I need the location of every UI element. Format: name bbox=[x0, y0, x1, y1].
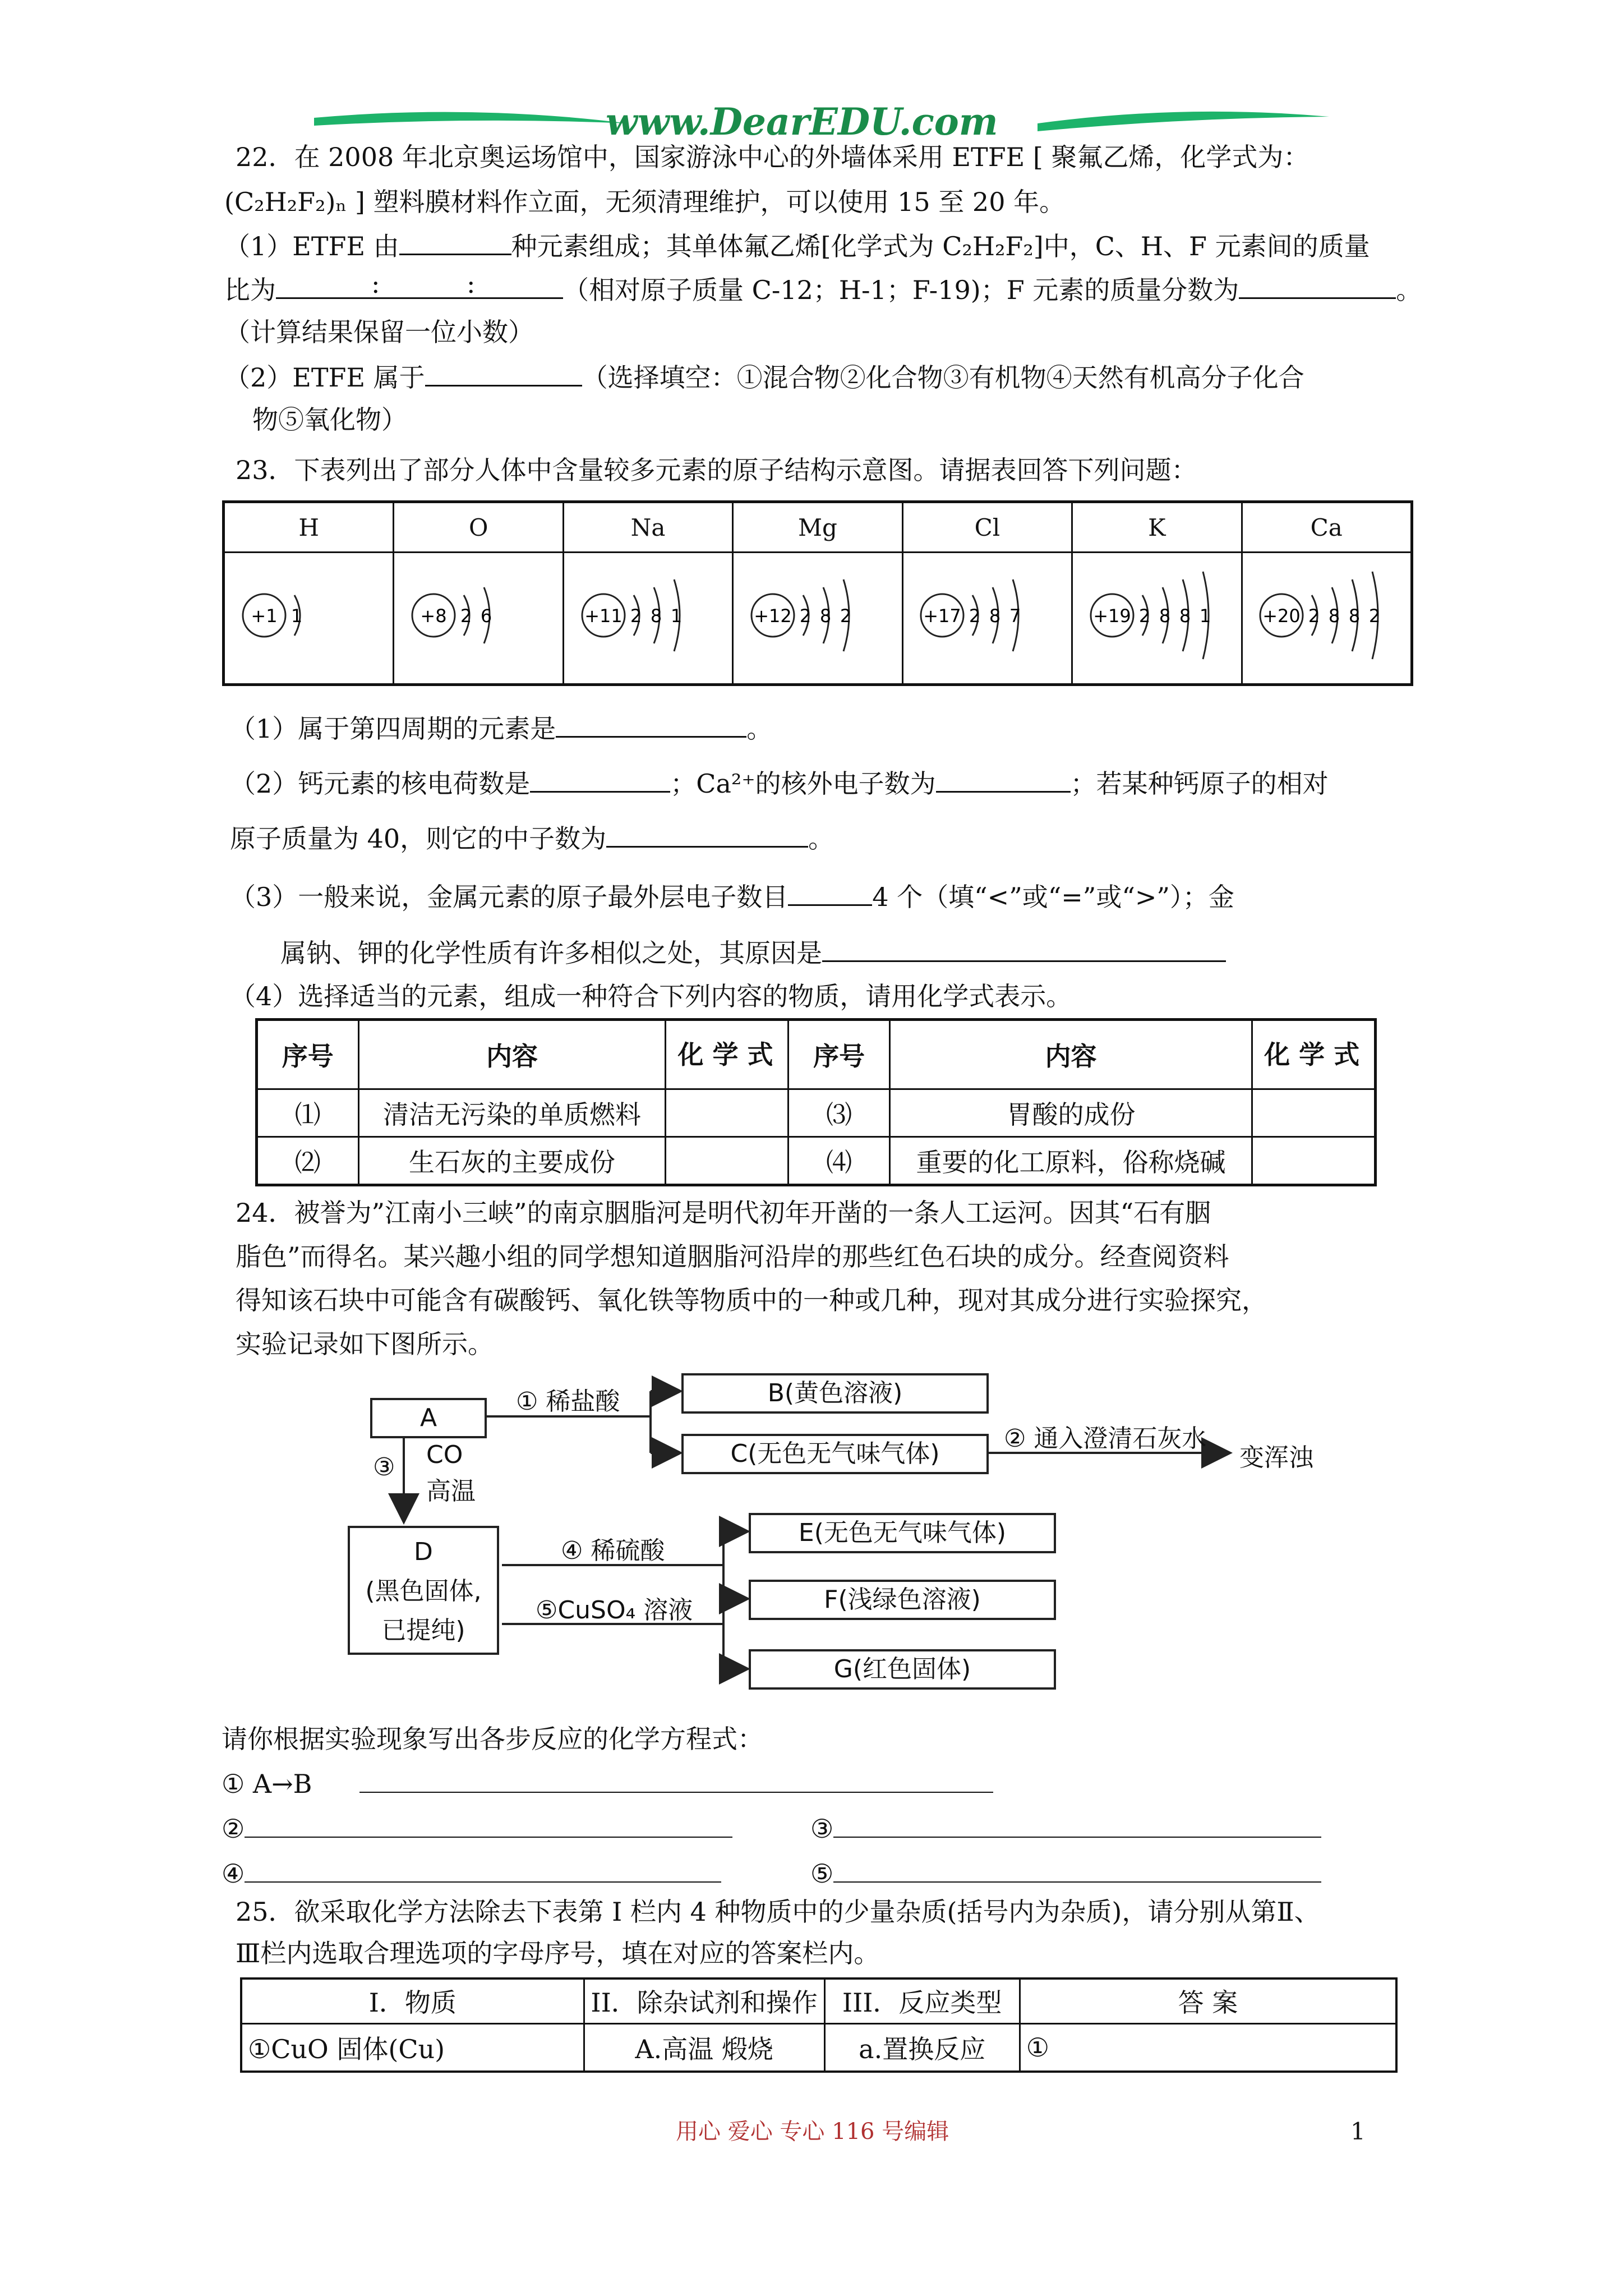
diagram-mg bbox=[733, 553, 902, 685]
table-row: ⑴ 清洁无污染的单质燃料 ⑶ 胃酸的成份 bbox=[257, 1089, 1376, 1137]
electron-count: 8 bbox=[819, 605, 832, 627]
q22-blank-fluorine-fraction[interactable] bbox=[1239, 273, 1396, 299]
atom-diagram-ca bbox=[1248, 554, 1405, 677]
q24-line-4: 实验记录如下图所示。 bbox=[236, 1329, 494, 1359]
eq3-blank[interactable] bbox=[833, 1812, 1321, 1838]
q23-s3-line2: 属钠、钾的化学性质有许多相似之处，其原因是 bbox=[280, 936, 1226, 970]
flow-step-3: ③ bbox=[373, 1453, 395, 1481]
electron-count: 8 bbox=[1179, 605, 1191, 627]
eq5-blank[interactable] bbox=[833, 1857, 1321, 1883]
atom-diagram-na bbox=[570, 554, 727, 677]
atom-diagram-h bbox=[230, 554, 388, 677]
q22-line-4: 比为 : : （相对原子质量 C-12；H-1；F-19)；F 元素的质量分数为 。 bbox=[224, 269, 1422, 305]
atom-diagram-o bbox=[400, 554, 557, 677]
symbol-cl: Cl bbox=[902, 502, 1072, 553]
electron-count: 1 bbox=[1199, 605, 1211, 627]
eq2-blank[interactable] bbox=[245, 1812, 732, 1838]
flow-result-2: 变浑浊 bbox=[1239, 1443, 1313, 1472]
eq1-blank[interactable] bbox=[359, 1767, 993, 1793]
q23-blank-compare[interactable] bbox=[788, 880, 872, 906]
symbol-o: O bbox=[394, 502, 563, 553]
impurity-table-header: I．物质 II．除杂试剂和操作 III．反应类型 答 案 bbox=[241, 1978, 1396, 2023]
q23-blank-neutrons[interactable] bbox=[606, 821, 808, 848]
q22-line-7: 物⑤氧化物） bbox=[252, 404, 407, 435]
q24-line-1: 24．被誉为”江南小三峡”的南京胭脂河是明代初年开凿的一条人工运河。因其“石有胭 bbox=[236, 1198, 1211, 1228]
q22-line-3-a: （1）ETFE 由 bbox=[224, 231, 399, 261]
q22-line-5: （计算结果保留一位小数） bbox=[224, 317, 534, 347]
q24-line-3: 得知该石块中可能含有碳酸钙、氧化铁等物质中的一种或几种，现对其成分进行实验探究， bbox=[236, 1285, 1267, 1315]
electron-count: 6 bbox=[480, 605, 492, 627]
diagram-o bbox=[394, 553, 563, 685]
electron-count: 2 bbox=[1308, 605, 1320, 627]
electron-count: 2 bbox=[840, 605, 852, 627]
nucleus-charge: +20 bbox=[1262, 605, 1301, 627]
formula-answer-cell[interactable] bbox=[1252, 1089, 1376, 1137]
electron-count: 8 bbox=[989, 605, 1001, 627]
flow-box-a: A bbox=[370, 1398, 487, 1438]
diagram-cl bbox=[902, 553, 1072, 685]
electron-count: 8 bbox=[1159, 605, 1170, 627]
q22-line-3-b: 种元素组成；其单体氟乙烯[化学式为 C₂H₂F₂]中，C、H、F 元素间的质量 bbox=[511, 231, 1370, 261]
q24-eq-5: ⑤ bbox=[810, 1857, 1321, 1890]
q22-blank-mass-ratio[interactable]: : : bbox=[276, 273, 563, 299]
q24-eq-4: ④ bbox=[222, 1857, 721, 1890]
atom-symbol-row bbox=[224, 502, 1412, 553]
header-swoosh-left-icon bbox=[314, 107, 628, 135]
col-formula-1: 化 学 式 bbox=[666, 1020, 789, 1089]
electron-count: 2 bbox=[1369, 605, 1381, 627]
q23-s4: （4）选择适当的元素，组成一种符合下列内容的物质，请用化学式表示。 bbox=[230, 981, 1072, 1011]
diagram-h bbox=[224, 553, 394, 685]
q22-line-1: 22．在 2008 年北京奥运场馆中，国家游泳中心的外墙体采用 ETFE [ 聚氟乙烯，化学式为： bbox=[236, 142, 1310, 172]
diagram-ca bbox=[1242, 553, 1412, 685]
q24-eq-2: ② bbox=[222, 1812, 732, 1846]
q23-s2: （2）钙元素的核电荷数是 ；Ca²⁺的核外电子数为 ；若某种钙原子的相对 bbox=[230, 766, 1329, 800]
flow-step-5: ⑤CuSO₄ 溶液 bbox=[536, 1596, 693, 1625]
electron-count: 2 bbox=[630, 605, 642, 627]
table-row: ⑵ 生石灰的主要成份 ⑷ 重要的化工原料，俗称烧碱 bbox=[257, 1137, 1376, 1185]
impurity-table bbox=[240, 1977, 1398, 2073]
q23-blank-period4[interactable] bbox=[556, 711, 746, 738]
symbol-na: Na bbox=[563, 502, 732, 553]
atom-structure-table bbox=[222, 500, 1413, 686]
formula-answer-cell[interactable] bbox=[666, 1089, 789, 1137]
q23-s3: （3）一般来说，金属元素的原子最外层电子数目 4 个（填“<”或“=”或“>”）；金 bbox=[230, 880, 1234, 914]
symbol-h: H bbox=[224, 502, 394, 553]
q23-intro: 23．下表列出了部分人体中含量较多元素的原子结构示意图。请据表回答下列问题： bbox=[236, 455, 1197, 485]
flow-box-f: F(浅绿色溶液) bbox=[749, 1580, 1056, 1620]
q22-line-4-a: 比为 bbox=[224, 275, 276, 305]
flow-box-b: B(黄色溶液) bbox=[681, 1373, 989, 1414]
q25-line-1: 25．欲采取化学方法除去下表第 I 栏内 4 种物质中的少量杂质(括号内为杂质)，请分别从第Ⅱ、 bbox=[236, 1897, 1320, 1927]
electron-count: 1 bbox=[291, 605, 302, 627]
q23-s2-line2: 原子质量为 40，则它的中子数为 。 bbox=[230, 821, 834, 855]
nucleus-charge: +19 bbox=[1093, 605, 1131, 627]
electron-count: 8 bbox=[1349, 605, 1361, 627]
electron-count: 7 bbox=[1009, 605, 1021, 627]
atom-diagram-k bbox=[1078, 554, 1235, 677]
electron-count: 2 bbox=[460, 605, 472, 627]
q23-blank-reason[interactable] bbox=[822, 936, 1226, 962]
electron-count: 1 bbox=[670, 605, 682, 627]
table-row: ①CuO 固体(Cu) A.高温 煅烧 a.置换反应 ① bbox=[241, 2023, 1396, 2072]
flow-step-4: ④ 稀硫酸 bbox=[561, 1536, 665, 1565]
col-content-1: 内容 bbox=[358, 1020, 666, 1089]
flow-step-2: ② 通入澄清石灰水 bbox=[1004, 1424, 1207, 1453]
symbol-mg: Mg bbox=[733, 502, 902, 553]
footer-page-number: 1 bbox=[1350, 2118, 1366, 2145]
col-no-2: 序号 bbox=[789, 1020, 890, 1089]
atom-diagram-mg bbox=[739, 554, 896, 677]
diagram-na bbox=[563, 553, 732, 685]
flow-step-3-b: 高温 bbox=[426, 1477, 476, 1506]
header-logo bbox=[314, 100, 1324, 145]
flow-box-c: C(无色无气味气体) bbox=[681, 1434, 989, 1474]
nucleus-charge: +1 bbox=[251, 605, 278, 627]
q22-line-2: (C₂H₂F₂)ₙ ] 塑料膜材料作立面，无须清理维护，可以使用 15 至 20 年。 bbox=[224, 187, 1066, 217]
flow-step-3-a: CO bbox=[426, 1441, 463, 1469]
header-logo-text: www.DearEDU.com bbox=[606, 100, 998, 144]
header-swoosh-right-icon bbox=[1038, 107, 1329, 135]
symbol-k: K bbox=[1072, 502, 1242, 553]
q24-ask: 请你根据实验现象写出各步反应的化学方程式： bbox=[222, 1724, 763, 1754]
q23-blank-ca-ion-electrons[interactable] bbox=[936, 766, 1071, 793]
electron-count: 2 bbox=[1138, 605, 1150, 627]
q22-line-4-b: （相对原子质量 C-12；H-1；F-19)；F 元素的质量分数为 bbox=[563, 275, 1239, 305]
symbol-ca: Ca bbox=[1242, 502, 1412, 553]
eq4-blank[interactable] bbox=[245, 1857, 721, 1883]
q25-answer-cell[interactable]: ① bbox=[1020, 2023, 1396, 2072]
q25-line-2: Ⅲ栏内选取合理选项的字母序号，填在对应的答案栏内。 bbox=[236, 1938, 880, 1968]
q24-line-2: 脂色”而得名。某兴趣小组的同学想知道胭脂河沿岸的那些红色石块的成分。经查阅资料 bbox=[236, 1241, 1229, 1272]
flow-box-e: E(无色无气味气体) bbox=[749, 1513, 1056, 1553]
q24-eq-1: ① A→B bbox=[222, 1767, 993, 1801]
nucleus-charge: +8 bbox=[420, 605, 447, 627]
flow-step-1: ① 稀盐酸 bbox=[516, 1387, 620, 1416]
q22-line-3 bbox=[224, 229, 1370, 263]
flow-box-d: D (黑色固体, 已提纯) bbox=[348, 1526, 499, 1655]
formula-table bbox=[255, 1018, 1377, 1186]
col-no-1: 序号 bbox=[257, 1020, 359, 1089]
nucleus-charge: +11 bbox=[584, 605, 623, 627]
electron-count: 2 bbox=[969, 605, 981, 627]
flow-box-g: G(红色固体) bbox=[749, 1649, 1056, 1690]
electron-count: 2 bbox=[799, 605, 811, 627]
col-content-2: 内容 bbox=[889, 1020, 1252, 1089]
q22-line-6: （2）ETFE 属于 （选择填空：①混合物②化合物③有机物④天然有机高分子化合 bbox=[224, 360, 1304, 394]
electron-count: 8 bbox=[650, 605, 662, 627]
q24-eq-3: ③ bbox=[810, 1812, 1321, 1846]
atom-diagram-row bbox=[224, 553, 1412, 685]
formula-table-header bbox=[257, 1020, 1376, 1089]
q23-blank-ca-charge[interactable] bbox=[530, 766, 670, 793]
col-formula-2: 化 学 式 bbox=[1252, 1020, 1376, 1089]
formula-answer-cell[interactable] bbox=[1252, 1137, 1376, 1185]
diagram-k bbox=[1072, 553, 1242, 685]
q22-blank-element-count[interactable] bbox=[399, 229, 511, 255]
atom-diagram-cl bbox=[909, 554, 1066, 677]
electron-count: 8 bbox=[1329, 605, 1340, 627]
nucleus-charge: +12 bbox=[754, 605, 792, 627]
nucleus-charge: +17 bbox=[923, 605, 962, 627]
formula-answer-cell[interactable] bbox=[666, 1137, 789, 1185]
footer-center: 用心 爱心 专心 116 号编辑 bbox=[676, 2119, 949, 2145]
q23-s1: （1）属于第四周期的元素是 。 bbox=[230, 711, 772, 746]
q22-blank-etfe-type[interactable] bbox=[425, 360, 582, 386]
